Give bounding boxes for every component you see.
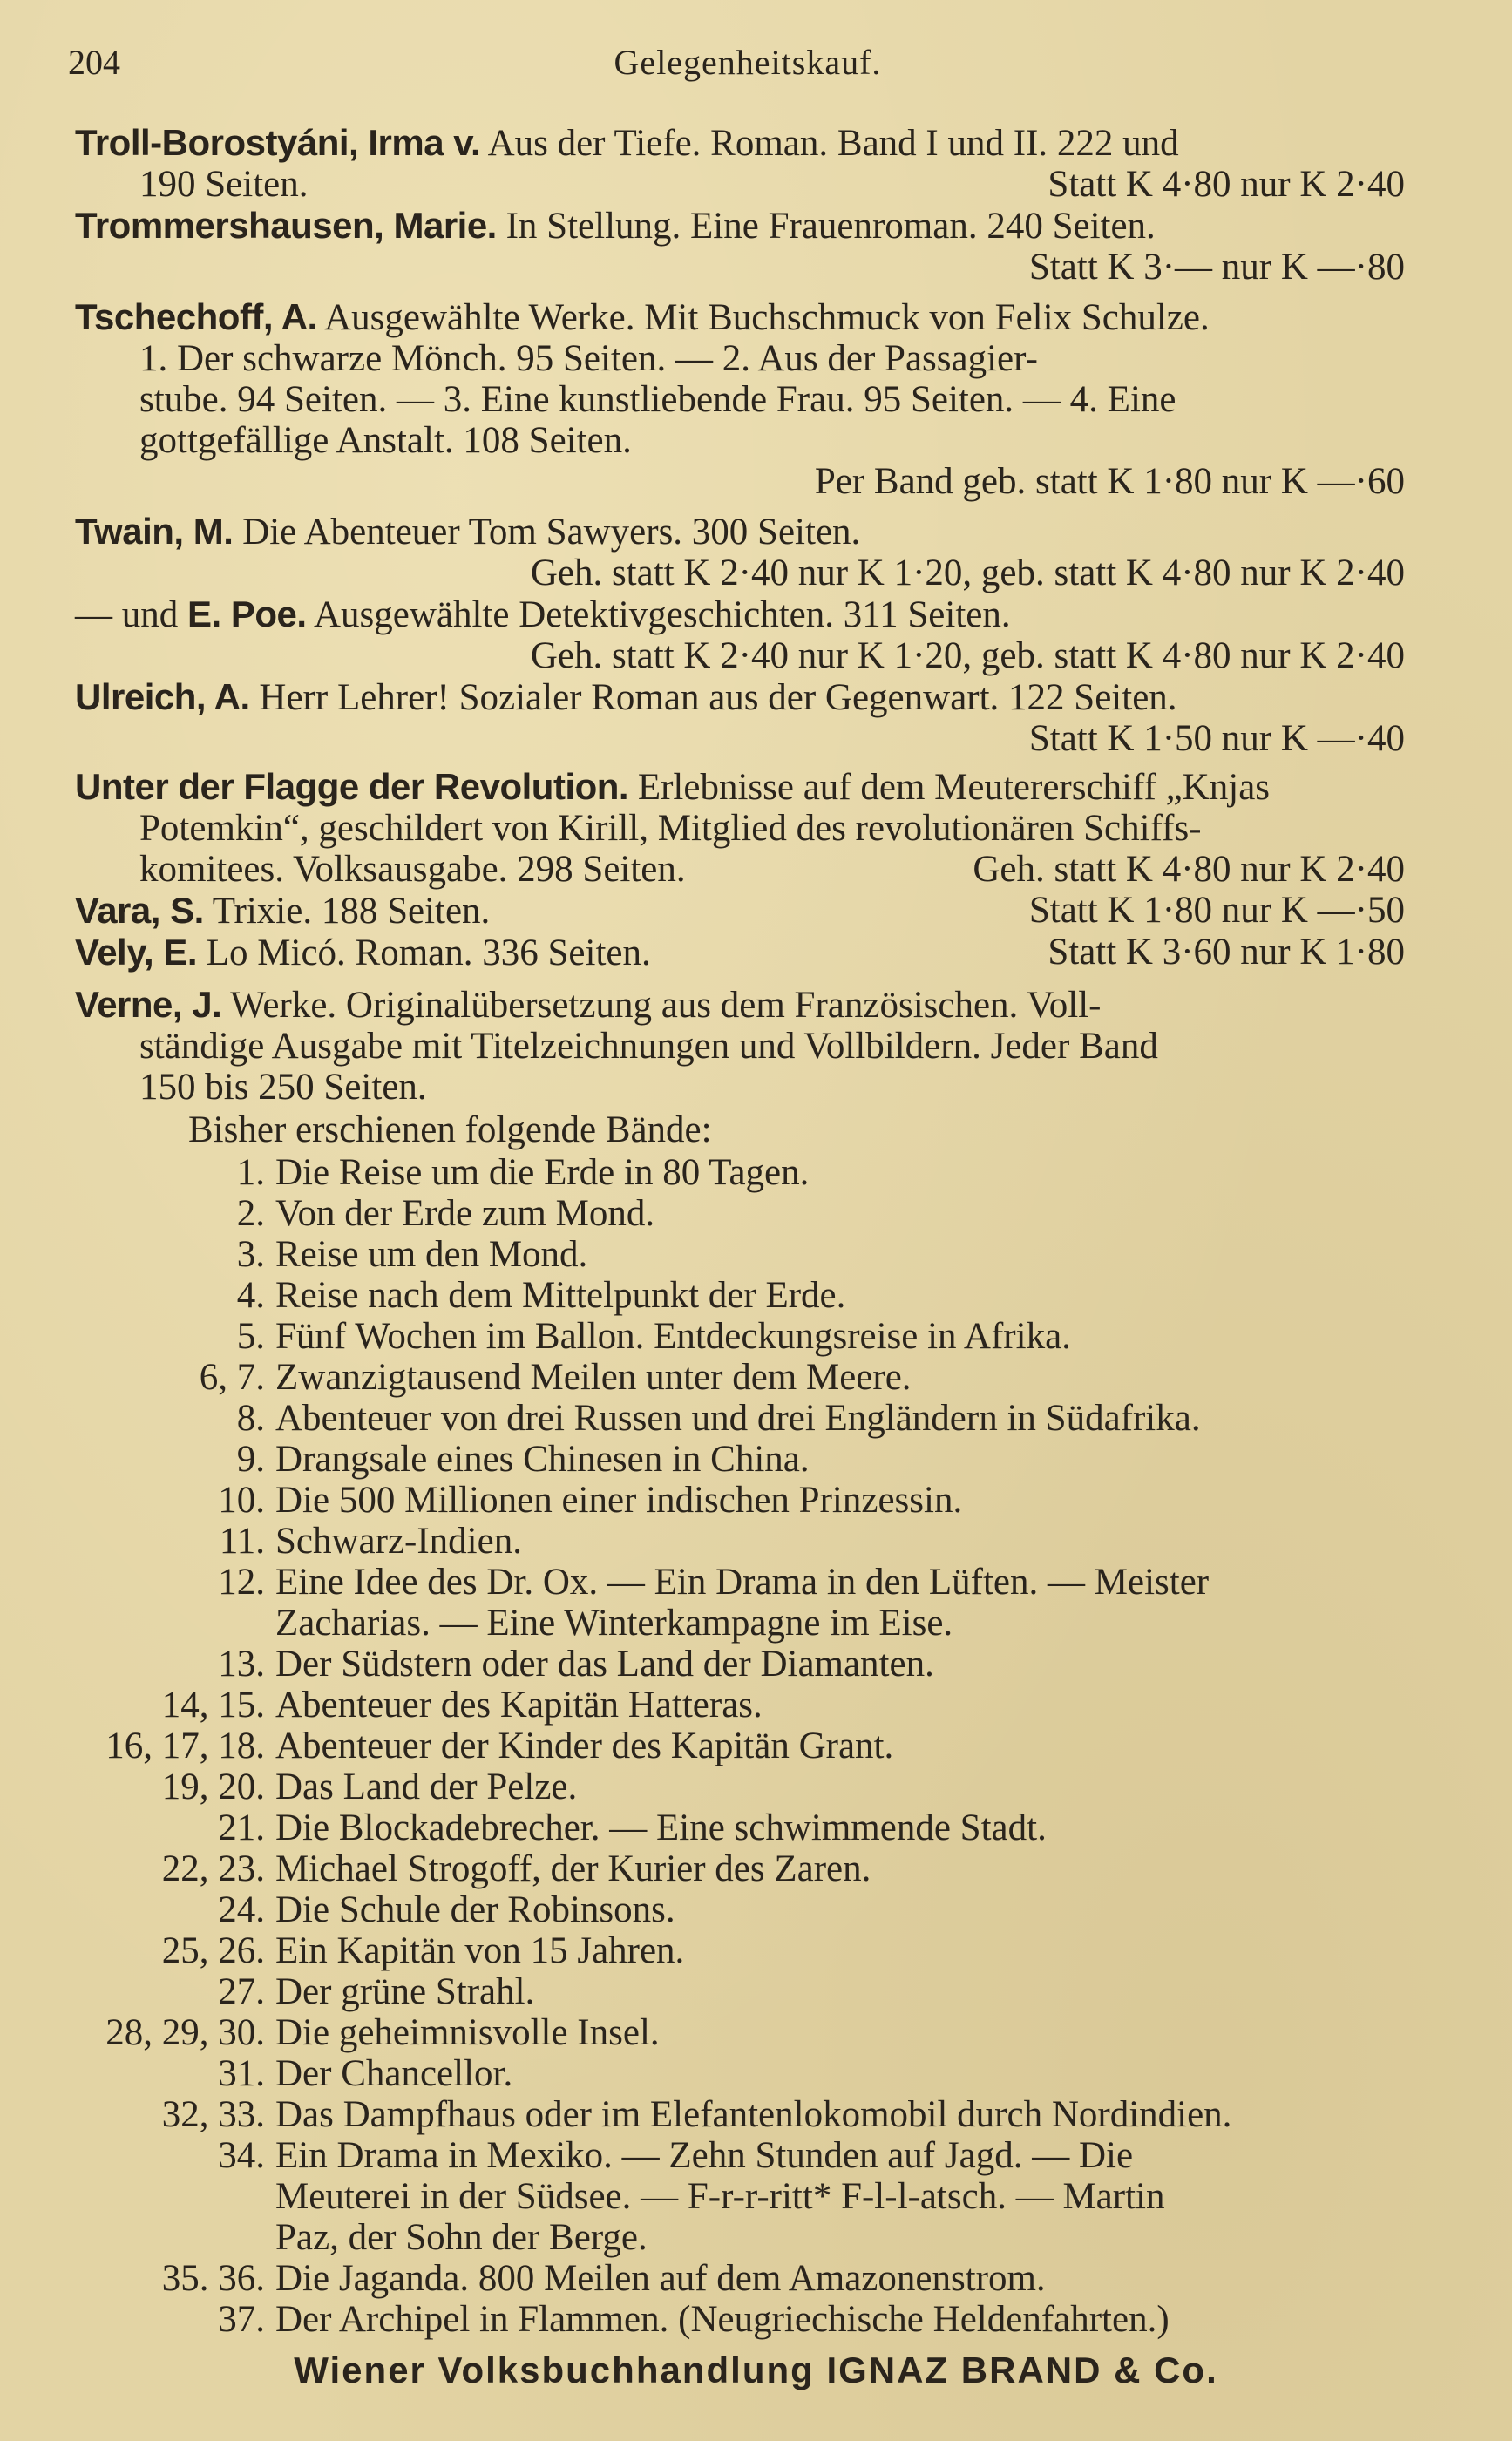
entry-price: Statt K 1·50 nur K —·40: [1028, 718, 1405, 759]
catalog-entry: [75, 122, 1417, 205]
page-header: [68, 42, 1427, 94]
catalog-entry: [75, 676, 1417, 759]
entry-author: Vara, S.: [75, 890, 204, 931]
volume-title: Michael Strogoff, der Kurier des Zaren.: [275, 1848, 871, 1889]
volume-item: [75, 1726, 1417, 1766]
volume-item-continued: [75, 1603, 1417, 1644]
volume-number: 9.: [236, 1439, 265, 1480]
catalog-entry: [75, 932, 1417, 973]
volume-number: 10.: [218, 1480, 265, 1521]
entry-price: Per Band geb. statt K 1·80 nur K —·60: [814, 461, 1405, 502]
entry-text: Lo Micó. Roman. 336 Seiten.: [206, 932, 651, 973]
volume-title: Fünf Wochen im Ballon. Entdeckungsreise in Afrika.: [275, 1316, 1071, 1357]
volume-title: Ein Drama in Mexiko. — Zehn Stunden auf Jagd. — Die: [275, 2135, 1134, 2176]
entry-author: Troll-Borostyáni, Irma v.: [75, 122, 481, 163]
volume-number: 12.: [218, 1562, 265, 1603]
volume-title: Das Land der Pelze.: [275, 1766, 578, 1807]
catalog-entry: [75, 593, 1417, 676]
entry-text-continued: gottgefällige Anstalt. 108 Seiten.: [139, 420, 632, 461]
volume-number: 21.: [218, 1807, 265, 1848]
catalog-content: [75, 122, 1417, 2340]
volume-item: [75, 2094, 1417, 2135]
volume-number: 11.: [219, 1521, 265, 1562]
volume-title: Abenteuer des Kapitän Hatteras.: [275, 1685, 763, 1726]
volume-number: 16, 17, 18.: [105, 1726, 265, 1766]
entry-author: Ulreich, A.: [75, 676, 250, 717]
volume-number: 24.: [218, 1889, 265, 1930]
volume-item: [75, 1644, 1417, 1685]
volume-title: Ein Kapitän von 15 Jahren.: [275, 1930, 685, 1971]
entry-text: Werke. Originalübersetzung aus dem Französischen. Voll-: [230, 985, 1102, 1026]
entry-text: Herr Lehrer! Sozialer Roman aus der Gegenwart. 122 Seiten.: [259, 677, 1177, 718]
entry-text-continued: 1. Der schwarze Mönch. 95 Seiten. — 2. Aus der Passagier-: [139, 338, 1038, 379]
entry-text-continued: Potemkin“, geschildert von Kirill, Mitglied des revolutionären Schiffs-: [139, 808, 1202, 849]
volume-number: 2.: [236, 1193, 265, 1234]
volume-item: [75, 1152, 1417, 1193]
entry-text: In Stellung. Eine Frauenroman. 240 Seiten.: [505, 206, 1156, 247]
volume-title: Der grüne Strahl.: [275, 1971, 535, 2012]
volume-number: 13.: [218, 1644, 265, 1685]
volume-item: [75, 1275, 1417, 1316]
entry-text-continued: 150 bis 250 Seiten.: [139, 1067, 427, 1108]
volume-title: Reise nach dem Mittelpunkt der Erde.: [275, 1275, 846, 1316]
volume-list: [75, 1152, 1417, 2340]
volume-title: Der Südstern oder das Land der Diamanten.: [275, 1644, 934, 1685]
entry-author: Twain, M.: [75, 511, 234, 552]
volume-item: [75, 1193, 1417, 1234]
volume-number: 22, 23.: [161, 1848, 265, 1889]
entry-author: Tschechoff, A.: [75, 296, 317, 337]
volume-item: [75, 1316, 1417, 1357]
volume-title: Abenteuer der Kinder des Kapitän Grant.: [275, 1726, 894, 1766]
volume-title: Der Chancellor.: [275, 2053, 513, 2094]
volume-title-continued: Meuterei in der Südsee. — F-r-r-ritt* F-l-l-atsch. — Martin: [275, 2176, 1165, 2217]
volume-number: 31.: [218, 2053, 265, 2094]
volume-item: [75, 1930, 1417, 1971]
entry-text-continued: ständige Ausgabe mit Titelzeichnungen und Vollbildern. Jeder Band: [139, 1026, 1158, 1067]
volume-item: [75, 1766, 1417, 1807]
entry-price: Geh. statt K 2·40 nur K 1·20, geb. statt K 4·80 nur K 2·40: [530, 553, 1405, 593]
volume-number: 28, 29, 30.: [105, 2012, 265, 2053]
volume-title-continued: Paz, der Sohn der Berge.: [275, 2217, 648, 2258]
entry-price: Statt K 1·80 nur K —·50: [1028, 890, 1405, 931]
volume-title: Das Dampfhaus oder im Elefantenlokomobil durch Nordindien.: [275, 2094, 1232, 2135]
entry-author: Verne, J.: [75, 984, 222, 1025]
catalog-entry: [75, 296, 1417, 502]
publisher-footer: Wiener Volksbuchhandlung IGNAZ BRAND & Co.: [294, 2349, 1218, 2390]
entry-text-continued: 190 Seiten.: [139, 164, 309, 205]
volume-item: [75, 1398, 1417, 1439]
volume-number: 27.: [218, 1971, 265, 2012]
volume-number: 6, 7.: [199, 1357, 265, 1398]
volume-title: Eine Idee des Dr. Ox. — Ein Drama in den Lüften. — Meister: [275, 1562, 1210, 1603]
volume-number: 19, 20.: [161, 1766, 265, 1807]
volume-item: [75, 1562, 1417, 1603]
volume-number: 3.: [236, 1234, 265, 1275]
catalog-entry: [75, 511, 1417, 593]
volume-title: Abenteuer von drei Russen und drei Engländern in Südafrika.: [275, 1398, 1201, 1439]
volume-number: 14, 15.: [161, 1685, 265, 1726]
volume-item-continued: [75, 2217, 1417, 2258]
volume-item: [75, 2299, 1417, 2340]
volume-title: Der Archipel in Flammen. (Neugriechische Heldenfahrten.): [275, 2299, 1170, 2340]
volume-item: [75, 1480, 1417, 1521]
volume-item: [75, 1685, 1417, 1726]
entry-author: Vely, E.: [75, 932, 197, 973]
volume-title: Reise um den Mond.: [275, 1234, 588, 1275]
catalog-entry: [75, 766, 1417, 890]
volume-item: [75, 1848, 1417, 1889]
entry-price: Statt K 4·80 nur K 2·40: [1048, 164, 1405, 205]
volume-number: 25, 26.: [161, 1930, 265, 1971]
page-number: 204: [68, 43, 120, 82]
entry-text: Ausgewählte Werke. Mit Buchschmuck von Felix Schulze.: [324, 297, 1210, 338]
entry-text: Trixie. 188 Seiten.: [212, 891, 491, 932]
volume-title: Die Jaganda. 800 Meilen auf dem Amazonenstrom.: [275, 2258, 1046, 2299]
volume-item: [75, 1439, 1417, 1480]
catalog-entry: [75, 205, 1417, 288]
entry-author-prefix: — und: [75, 594, 179, 635]
entry-text-continued: stube. 94 Seiten. — 3. Eine kunstliebende Frau. 95 Seiten. — 4. Eine: [139, 379, 1176, 420]
volume-item: [75, 1234, 1417, 1275]
volume-number: 4.: [236, 1275, 265, 1316]
volume-title: Drangsale eines Chinesen in China.: [275, 1439, 810, 1480]
entry-text: Die Abenteuer Tom Sawyers. 300 Seiten.: [242, 512, 861, 553]
volume-title: Die 500 Millionen einer indischen Prinzessin.: [275, 1480, 963, 1521]
volume-item: [75, 2053, 1417, 2094]
volume-number: 34.: [218, 2135, 265, 2176]
volume-number: 1.: [236, 1152, 265, 1193]
volume-number: 37.: [218, 2299, 265, 2340]
entry-text: Aus der Tiefe. Roman. Band I und II. 222 und: [487, 123, 1179, 164]
volumes-heading: Bisher erschienen folgende Bände:: [188, 1109, 712, 1150]
volume-item: [75, 1357, 1417, 1398]
entry-text: Ausgewählte Detektivgeschichten. 311 Seiten.: [313, 594, 1011, 635]
volume-number: 5.: [236, 1316, 265, 1357]
volume-number: 32, 33.: [161, 2094, 265, 2135]
volume-item: [75, 2012, 1417, 2053]
entry-author: Trommershausen, Marie.: [75, 205, 497, 246]
volume-title: Schwarz-Indien.: [275, 1521, 522, 1562]
volume-number: 35. 36.: [161, 2258, 265, 2299]
entry-price: Statt K 3·60 nur K 1·80: [1048, 932, 1405, 973]
entry-price: Statt K 3·— nur K —·80: [1028, 247, 1405, 288]
entry-price: Geh. statt K 2·40 nur K 1·20, geb. statt K 4·80 nur K 2·40: [530, 635, 1405, 676]
catalog-entry: [75, 890, 1417, 932]
volume-item: [75, 1889, 1417, 1930]
volume-item: [75, 1971, 1417, 2012]
catalog-entry: [75, 984, 1417, 2340]
entry-text: Erlebnisse auf dem Meutererschiff „Knjas: [637, 767, 1271, 808]
volume-item: [75, 1521, 1417, 1562]
volume-title: Zwanzigtausend Meilen unter dem Meere.: [275, 1357, 912, 1398]
volume-item: [75, 2135, 1417, 2176]
entry-author: E. Poe.: [187, 593, 307, 634]
volume-title: Die Schule der Robinsons.: [275, 1889, 675, 1930]
volume-title: Von der Erde zum Mond.: [275, 1193, 655, 1234]
volume-number: 8.: [236, 1398, 265, 1439]
volume-item: [75, 1807, 1417, 1848]
running-title: Gelegenheitskauf.: [614, 43, 882, 82]
volume-title-continued: Zacharias. — Eine Winterkampagne im Eise.: [275, 1603, 953, 1644]
entry-author: Unter der Flagge der Revolution.: [75, 766, 629, 807]
volume-item: [75, 2258, 1417, 2299]
volume-title: Die Reise um die Erde in 80 Tagen.: [275, 1152, 810, 1193]
entry-text-continued: komitees. Volksausgabe. 298 Seiten.: [139, 849, 686, 890]
entry-price: Geh. statt K 4·80 nur K 2·40: [973, 849, 1405, 890]
volume-item-continued: [75, 2176, 1417, 2217]
volume-title: Die Blockadebrecher. — Eine schwimmende Stadt.: [275, 1807, 1047, 1848]
volume-title: Die geheimnisvolle Insel.: [275, 2012, 660, 2053]
